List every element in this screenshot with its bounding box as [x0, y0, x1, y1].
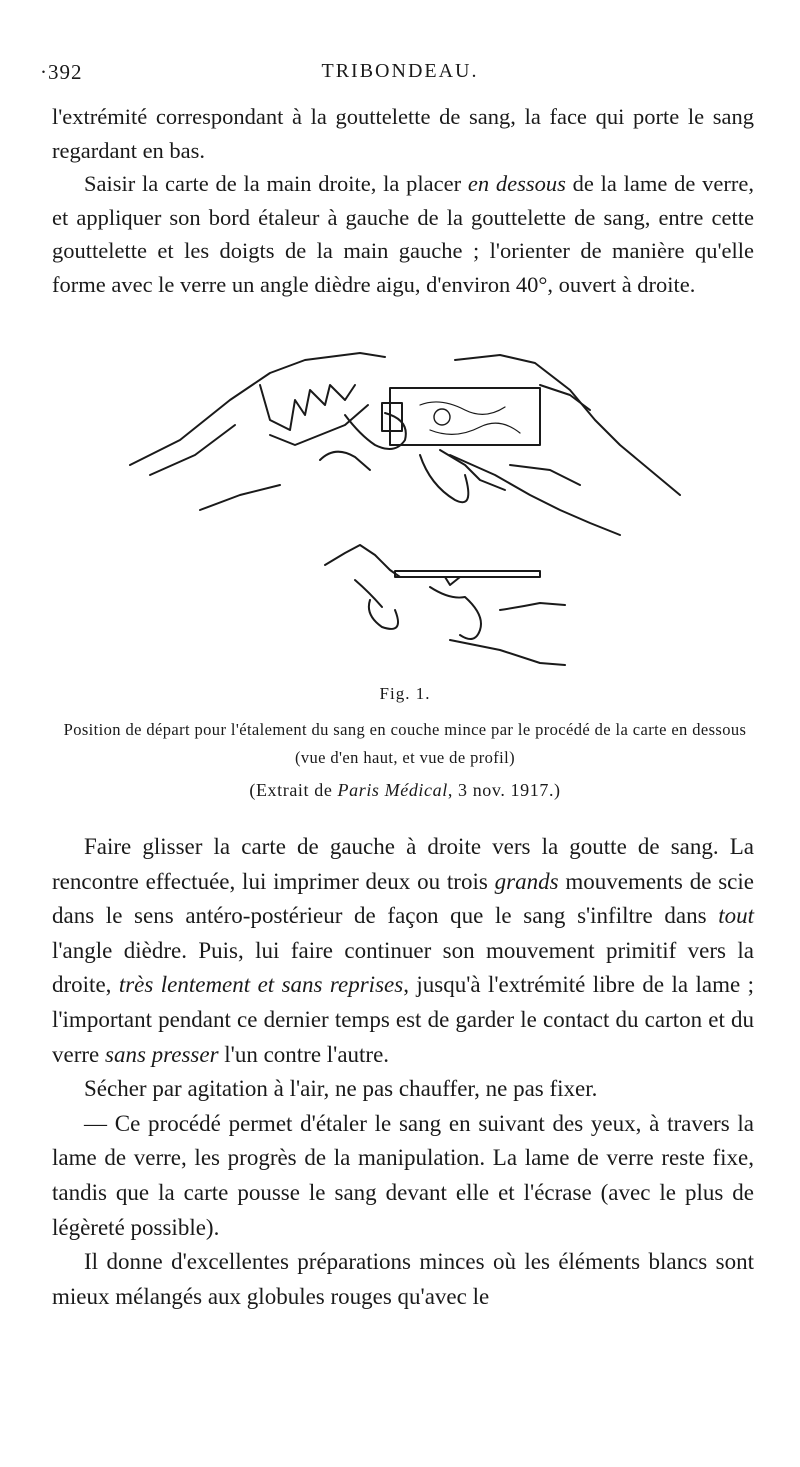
glass-slide-top: [390, 388, 540, 445]
left-wrist-line: [150, 425, 235, 475]
paragraph-sliding-card: [52, 830, 754, 1072]
paragraph-card-placement: [52, 167, 754, 301]
italic-phrase: sans presser: [105, 1041, 219, 1067]
card-profile-edge: [445, 577, 460, 585]
text-run: Faire glisser la carte de gauche à droite vers la goutte de sang. La rencontre effectuée, lui imprimer deux ou trois: [52, 834, 754, 894]
profile-right-arm: [500, 603, 565, 610]
blood-drop: [434, 409, 450, 425]
blood-drop-area: [382, 403, 402, 431]
left-finger-crease: [320, 452, 370, 470]
profile-right-hand: [450, 640, 565, 665]
left-fingers: [260, 385, 355, 430]
italic-phrase: très lentement et sans reprises: [118, 972, 404, 998]
text-block-bottom: [52, 830, 754, 1314]
figure-source: [50, 780, 760, 801]
left-hand-outline: [130, 353, 385, 465]
text-block-top: [52, 100, 754, 301]
figure-caption: Position de départ pour l'étalement du sang en couche mince par le procédé de la carte en dessous (vue d'en haut, et vue de profil): [63, 720, 747, 767]
text-run: l'angle dièdre. Puis, lui faire continuer son mouvement primitif vers la droite,: [52, 937, 754, 998]
source-prefix: (Extrait de: [249, 780, 338, 800]
text-run: l'un contre l'autre.: [218, 1041, 390, 1067]
source-journal: Paris Médical: [337, 780, 448, 800]
text-run: mouvements de scie dans le sens antéro-postérieur de façon que le sang s'infiltre dans: [52, 868, 754, 929]
profile-view-drawing: [325, 545, 565, 665]
right-wrist-line: [450, 455, 620, 535]
figure-label: Fig. 1.: [379, 684, 431, 703]
left-wrist-lower: [200, 485, 280, 510]
paragraph-procedure-benefit: — Ce procédé permet d'étaler le sang en suivant des yeux, à travers la lame de verre, les progrès de la manipulation. La lame de verre reste fixe, tandis que la carte pousse le sang devant elle et l'écrase (avec le plus de légèreté possible).: [52, 1110, 754, 1240]
top-view-hands-drawing: [130, 353, 680, 535]
right-hand-outline: [455, 355, 680, 495]
page-number: ·392: [40, 60, 83, 84]
right-fingers-under: [420, 450, 505, 502]
figure-illustration: [120, 345, 700, 685]
italic-phrase: en dessous: [467, 171, 566, 196]
running-title: TRIBONDEAU.: [321, 60, 479, 82]
card-edge-trace: [420, 402, 520, 434]
glass-slide-profile: [395, 571, 540, 577]
italic-phrase: tout: [718, 903, 754, 929]
text-run: Saisir la carte de la main droite, la placer: [84, 171, 468, 196]
text-run: , jusqu'à l'extrémité libre de la lame ; l'important pendant ce dernier temps est de garder le contact du carton et du verre: [52, 972, 754, 1067]
italic-phrase: grands: [494, 868, 559, 894]
right-knuckles: [510, 465, 580, 485]
page-header: [40, 60, 760, 90]
paragraph-continuation: l'extrémité correspondant à la gouttelette de sang, la face qui porte le sang regardant en bas.: [52, 104, 754, 163]
text-run: de la lame de verre, et appliquer son bord étaleur à gauche de la gouttelette de sang, entre cette gouttelette et les doigts de la main gauche ; l'orienter de manière qu'elle forme avec le verre un angle dièdre aigu, d'environ 40°, ouvert à droite.: [52, 171, 754, 297]
source-date: , 3 nov. 1917.): [447, 780, 561, 800]
profile-left-hand: [325, 545, 400, 577]
paragraph-drying: Sécher par agitation à l'air, ne pas chauffer, ne pas fixer.: [84, 1076, 598, 1102]
paragraph-results: Il donne d'excellentes préparations minces où les éléments blancs sont mieux mélangés aux globules rouges qu'avec le: [52, 1249, 754, 1309]
profile-right-fingers: [430, 587, 481, 639]
profile-left-fingers: [355, 580, 398, 629]
